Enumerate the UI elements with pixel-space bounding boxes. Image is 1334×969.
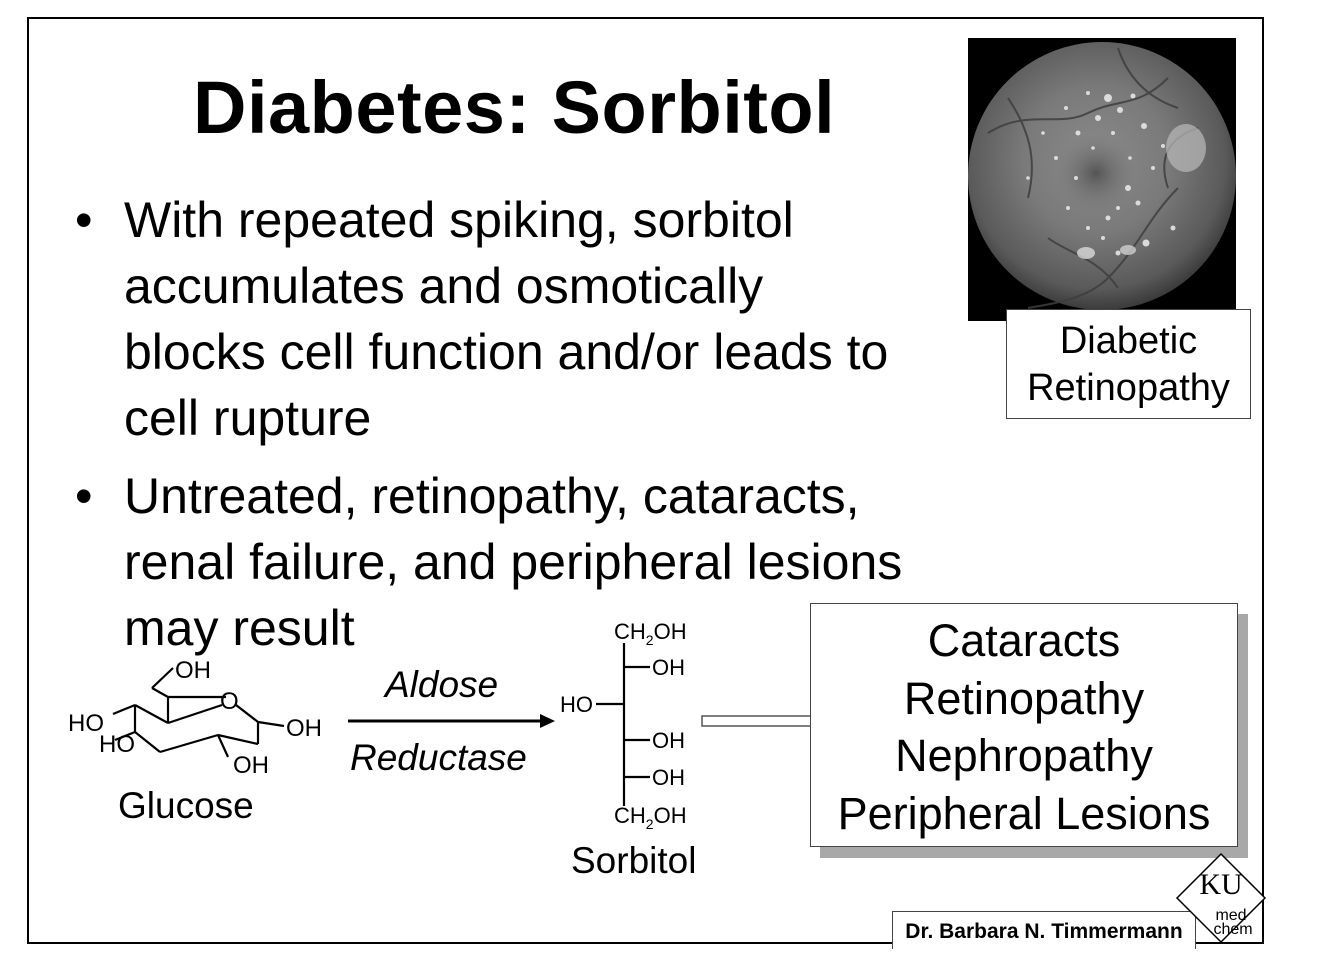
logo-ku-text: KU — [1199, 868, 1243, 901]
bullet-line: may result — [124, 600, 355, 656]
bullet-line: Untreated, retinopathy, cataracts, — [124, 468, 860, 524]
sorbitol-bottom-ch2oh: $CH_2OH$ — [614, 803, 687, 832]
caption-line: Retinopathy — [1027, 367, 1230, 409]
enzyme-label-top: Aldose — [385, 664, 499, 705]
sorbitol-oh-1: OH — [652, 655, 685, 680]
outcome-item: Peripheral Lesions — [837, 787, 1211, 839]
glucose-top-oh: OH — [175, 657, 211, 684]
ku-medchem-logo — [1175, 852, 1267, 944]
outcomes-box — [810, 603, 1238, 847]
outcome-item: Cataracts — [927, 615, 1121, 666]
bullet-line: blocks cell function and/or leads to — [124, 324, 889, 380]
logo-chem-text: chem — [1213, 921, 1253, 938]
glucose-label: Glucose — [118, 785, 254, 826]
logo-med-text: med — [1215, 907, 1247, 924]
bullet-line: renal failure, and peripheral lesions — [124, 534, 903, 590]
glucose-right-oh: OH — [286, 715, 322, 742]
slide-title: Diabetes: Sorbitol — [193, 66, 836, 149]
glucose-bottom-oh: OH — [233, 752, 269, 779]
sorbitol-structure — [596, 643, 650, 806]
outcome-item: Nephropathy — [895, 730, 1153, 781]
glucose-left-ho-lower: HO — [99, 731, 135, 758]
glucose-ring-o: O — [220, 688, 239, 715]
bullet-line: cell rupture — [124, 390, 372, 446]
enzyme-label-bottom: Reductase — [350, 737, 527, 778]
glucose-left-ho-upper: HO — [68, 710, 104, 737]
sorbitol-label: Sorbitol — [571, 840, 697, 881]
sorbitol-ho: HO — [560, 692, 593, 717]
bullet-dot: • — [75, 192, 93, 248]
bullet-line: accumulates and osmotically — [124, 258, 764, 314]
sorbitol-oh-3: OH — [652, 728, 685, 753]
reaction-arrowhead — [540, 714, 555, 728]
author-footer: Dr. Barbara N. Timmermann — [892, 911, 1196, 949]
caption-line: Diabetic — [1059, 320, 1198, 362]
bullet-dot: • — [75, 468, 93, 524]
outcome-item: Retinopathy — [903, 672, 1145, 724]
bullet-line: With repeated spiking, sorbitol — [124, 192, 794, 248]
sorbitol-oh-4: OH — [652, 765, 685, 790]
sorbitol-top-ch2oh: $CH_2OH$ — [614, 619, 687, 648]
